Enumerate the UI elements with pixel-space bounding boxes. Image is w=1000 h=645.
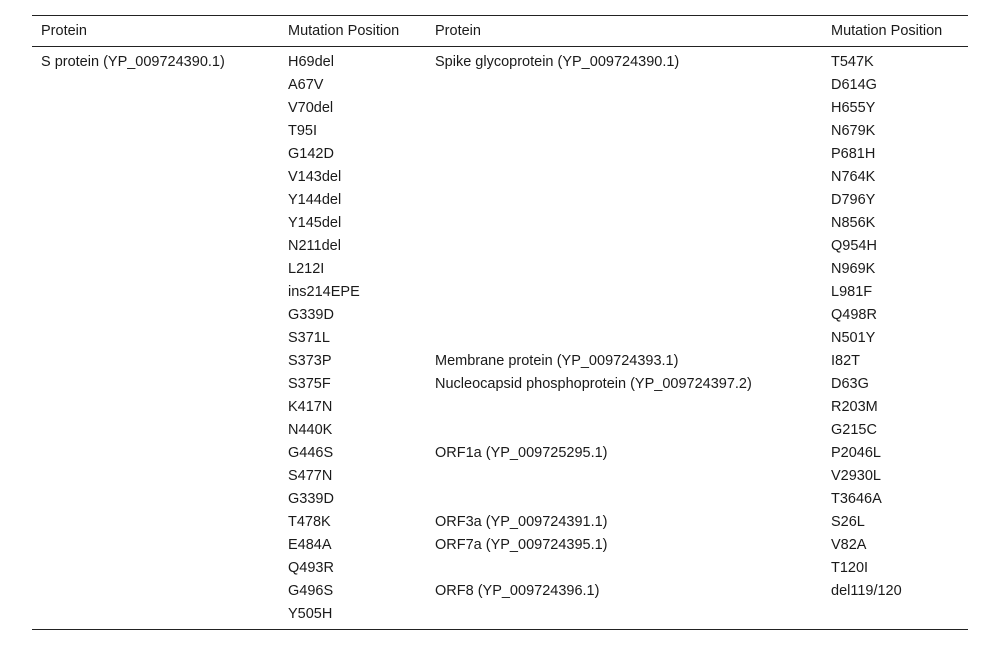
protein-cell	[32, 556, 279, 579]
table-row	[32, 188, 968, 211]
mutation-cell: T3646A	[831, 490, 882, 507]
mutation-cell: N501Y	[831, 329, 876, 346]
mutation-cell: N856K	[831, 214, 876, 231]
protein-cell	[426, 211, 822, 234]
protein-cell	[32, 96, 279, 119]
protein-cell	[32, 510, 279, 533]
protein-cell	[426, 556, 822, 579]
protein-cell	[426, 395, 822, 418]
protein-cell	[32, 372, 279, 395]
table-row	[32, 280, 968, 303]
mutation-cell: Y145del	[288, 214, 342, 231]
header-protein-2: Protein	[435, 23, 481, 39]
protein-cell	[32, 533, 279, 556]
mutation-cell: ins214EPE	[288, 283, 360, 300]
protein-cell	[32, 280, 279, 303]
mutation-cell: Q493R	[288, 559, 334, 576]
protein-cell	[426, 142, 822, 165]
table-row	[32, 119, 968, 142]
protein-cell	[32, 487, 279, 510]
protein-cell	[32, 188, 279, 211]
table-row	[32, 441, 968, 464]
table-row	[32, 73, 968, 96]
protein-cell	[32, 464, 279, 487]
table-row	[32, 510, 968, 533]
table-row	[32, 165, 968, 188]
protein-cell	[32, 395, 279, 418]
protein-cell	[32, 165, 279, 188]
protein-cell	[426, 119, 822, 142]
protein-cell: ORF7a (YP_009724395.1)	[435, 536, 608, 553]
protein-cell	[32, 418, 279, 441]
mutation-cell: H655Y	[831, 99, 876, 116]
header-mutation-position-1: Mutation Position	[288, 23, 400, 39]
table-row	[32, 418, 968, 441]
mutation-cell: T478K	[288, 513, 331, 530]
mutation-cell: Q498R	[831, 306, 877, 323]
protein-cell	[32, 257, 279, 280]
mutation-cell: S477N	[288, 467, 333, 484]
protein-cell	[32, 602, 279, 630]
protein-cell	[426, 73, 822, 96]
header-protein-1: Protein	[41, 23, 87, 39]
mutation-cell: L212I	[288, 260, 325, 277]
protein-cell	[32, 441, 279, 464]
protein-cell	[426, 280, 822, 303]
table-row	[32, 211, 968, 234]
mutation-cell: Q954H	[831, 237, 877, 254]
table-row	[32, 579, 968, 602]
mutation-cell: D614G	[831, 76, 877, 93]
table-row	[32, 234, 968, 257]
protein-cell: Spike glycoprotein (YP_009724390.1)	[435, 54, 680, 70]
mutation-cell: G339D	[288, 490, 334, 507]
table-row	[32, 257, 968, 280]
mutation-cell: del119/120	[831, 582, 902, 599]
mutation-cell: N679K	[831, 122, 876, 139]
protein-cell	[426, 602, 822, 630]
protein-cell	[32, 303, 279, 326]
mutation-cell: R203M	[831, 398, 878, 415]
table-body	[32, 47, 968, 630]
table-row	[32, 395, 968, 418]
protein-cell: Nucleocapsid phosphoprotein (YP_009724397.2)	[435, 375, 752, 392]
protein-cell	[32, 326, 279, 349]
protein-cell	[426, 234, 822, 257]
table-header	[32, 16, 968, 47]
mutation-cell: T120I	[831, 559, 869, 576]
mutation-cell: S371L	[288, 329, 330, 346]
mutation-cell: V82A	[831, 536, 867, 553]
protein-cell	[426, 96, 822, 119]
table-row	[32, 142, 968, 165]
table-row	[32, 487, 968, 510]
protein-cell: ORF8 (YP_009724396.1)	[435, 582, 600, 599]
mutation-cell	[822, 602, 968, 630]
mutation-cell: K417N	[288, 398, 333, 415]
protein-cell	[426, 464, 822, 487]
mutation-cell: N764K	[831, 168, 876, 185]
protein-cell	[32, 234, 279, 257]
protein-cell	[32, 142, 279, 165]
mutation-cell: L981F	[831, 283, 873, 300]
mutation-cell: D796Y	[831, 191, 876, 208]
table-row	[32, 326, 968, 349]
mutation-cell: V2930L	[831, 467, 881, 484]
protein-cell: S protein (YP_009724390.1)	[41, 54, 225, 70]
mutation-cell: S375F	[288, 375, 331, 392]
mutation-cell: E484A	[288, 536, 332, 553]
mutation-cell: S26L	[831, 513, 865, 530]
protein-cell	[32, 211, 279, 234]
mutation-cell: T95I	[288, 122, 318, 139]
mutation-cell: D63G	[831, 375, 869, 392]
mutation-cell: N440K	[288, 421, 333, 438]
mutation-cell: G496S	[288, 582, 334, 599]
mutation-cell: N211del	[288, 237, 341, 254]
protein-cell	[32, 119, 279, 142]
mutation-cell: Y144del	[288, 191, 342, 208]
mutation-cell: A67V	[288, 76, 324, 93]
mutation-cell: V143del	[288, 168, 342, 185]
mutation-cell: G446S	[288, 444, 334, 461]
table-row	[32, 47, 968, 74]
table-row	[32, 556, 968, 579]
protein-cell	[426, 326, 822, 349]
mutation-cell: V70del	[288, 99, 334, 116]
protein-cell: ORF3a (YP_009724391.1)	[435, 513, 608, 530]
header-row	[32, 16, 968, 47]
protein-cell	[426, 303, 822, 326]
protein-cell	[32, 349, 279, 372]
table-row	[32, 349, 968, 372]
mutation-cell: G339D	[288, 306, 334, 323]
mutation-cell: Y505H	[288, 605, 333, 622]
table-row	[32, 96, 968, 119]
mutation-cell: T547K	[831, 54, 874, 70]
protein-cell	[32, 73, 279, 96]
mutation-table	[32, 15, 968, 630]
mutation-cell: G215C	[831, 421, 877, 438]
protein-cell	[426, 188, 822, 211]
mutation-cell: I82T	[831, 352, 861, 369]
mutation-cell: G142D	[288, 145, 334, 162]
protein-cell	[426, 487, 822, 510]
table-row	[32, 303, 968, 326]
table-row	[32, 464, 968, 487]
protein-cell: Membrane protein (YP_009724393.1)	[435, 352, 679, 369]
mutation-cell: H69del	[288, 54, 334, 70]
mutation-cell: S373P	[288, 352, 332, 369]
protein-cell	[426, 165, 822, 188]
header-mutation-position-2: Mutation Position	[831, 23, 943, 39]
mutation-cell: P2046L	[831, 444, 881, 461]
protein-cell: ORF1a (YP_009725295.1)	[435, 444, 608, 461]
protein-cell	[32, 579, 279, 602]
table-row	[32, 602, 968, 630]
mutation-cell: P681H	[831, 145, 876, 162]
table-row	[32, 533, 968, 556]
mutation-cell: N969K	[831, 260, 876, 277]
protein-cell	[426, 418, 822, 441]
protein-cell	[426, 257, 822, 280]
table-row	[32, 372, 968, 395]
